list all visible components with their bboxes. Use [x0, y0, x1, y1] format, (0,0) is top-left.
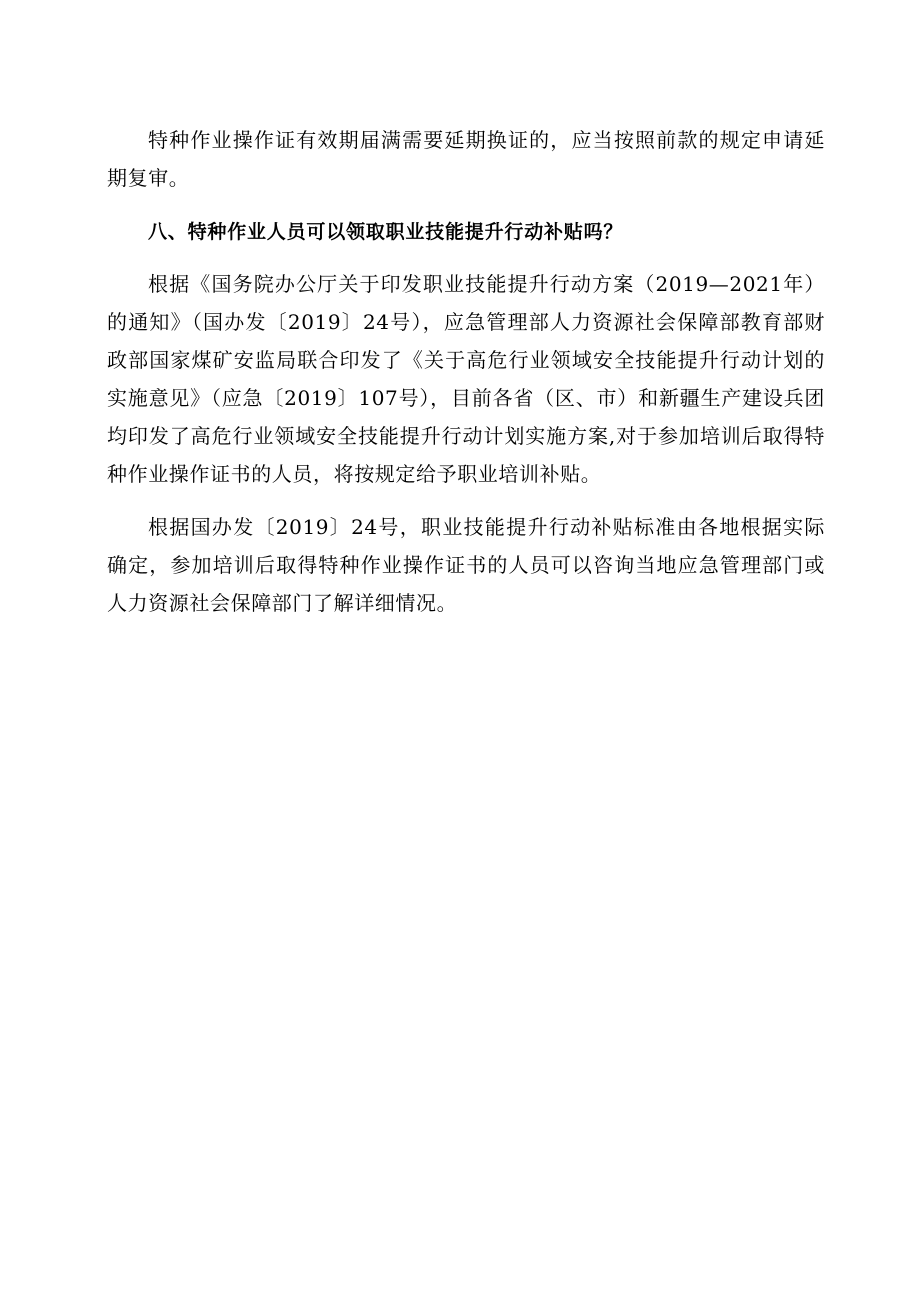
document-body	[107, 121, 825, 622]
section-heading-8: 八、特种作业人员可以领取职业技能提升行动补贴吗？	[148, 221, 624, 243]
paragraph-subsidy-policy: 根据《国务院办公厅关于印发职业技能提升行动方案（2019—2021年）的通知》（国办发〔2019〕24号），应急管理部人力资源社会保障部教育部财政部国家煤矿安监局联合印发了《关于高危行业领域安全技能提升行动计划的实施意见》（应急〔2019〕107号），目前各省（区、市）和新疆生产建设兵团均印发了高危行业领域安全技能提升行动计划实施方案,对于参加培训后取得特种作业操作证书的人员，将按规定给予职业培训补贴。	[107, 272, 825, 486]
paragraph-subsidy-standard: 根据国办发〔2019〕24号，职业技能提升行动补贴标准由各地根据实际确定，参加培训后取得特种作业操作证书的人员可以咨询当地应急管理部门或人力资源社会保障部门了解详细情况。	[107, 515, 825, 615]
paragraph-renewal-review: 特种作业操作证有效期届满需要延期换证的，应当按照前款的规定申请延期复审。	[107, 128, 825, 190]
